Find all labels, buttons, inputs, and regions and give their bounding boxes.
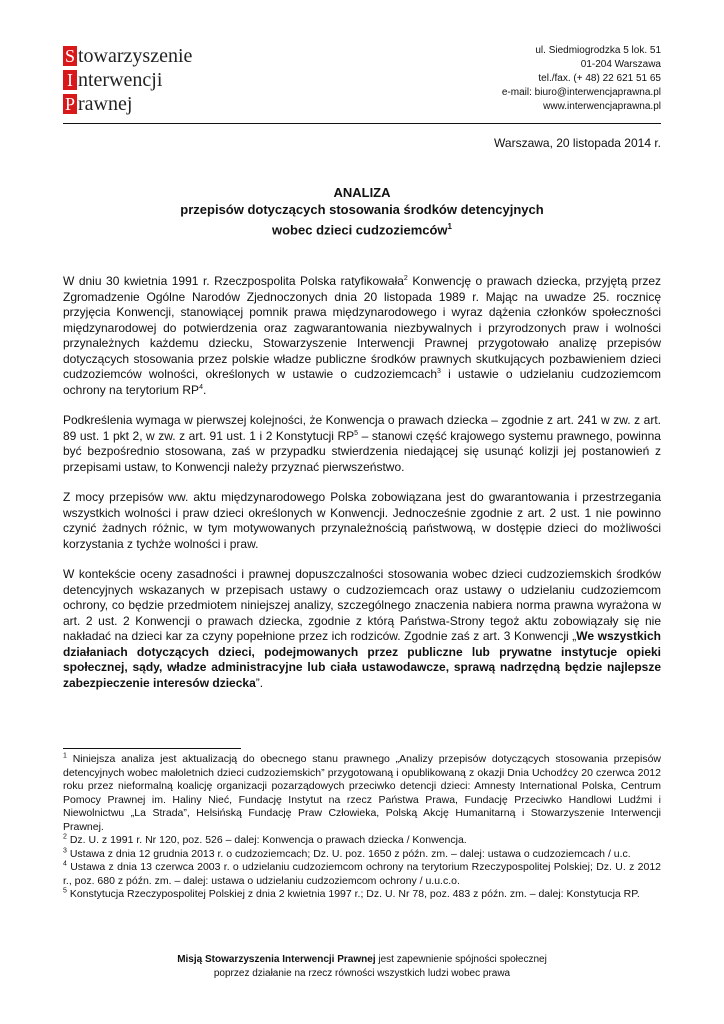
- logo-text-2: nterwencji: [78, 69, 163, 91]
- address-street: ul. Siedmiogrodzka 5 lok. 51: [535, 45, 661, 56]
- paragraph-1-text-b: Konwencję o prawach dziecka, przyjętą przez Zgromadzenie Ogólne Narodów Zjednoczonych dnia 20 listopada 1989 r. Mając na uwadze 25. rocznicę przyjęcia Konwencji, stanowiącej pomnik prawa międzynarodowego i wyraz dążenia członków społeczności międzynarodowej do potwierdzenia oraz zagwarantowania niezbywalnych i przyrodzonych praw i wolności przynależnych każdemu dziecku, Stowarzyszenie Interwencji Prawnej przygotowało analizę przepisów dotyczących stosowania przez polskie władze publiczne środków prawnych skutkujących pozbawieniem dzieci cudzoziemców wolności, określonych w ustawie o cudzoziemcach: [63, 274, 662, 381]
- footnote-4: [63, 861, 661, 888]
- mission-text: jest zapewnienie spójności społecznej: [375, 954, 547, 965]
- logo-initial-s: S: [64, 46, 75, 66]
- title-line-2: przepisów dotyczących stosowania środków detencyjnych: [180, 202, 544, 217]
- mission-bold: Misją Stowarzyszenia Interwencji Prawnej: [177, 954, 376, 965]
- paragraph-2: [63, 413, 661, 475]
- footnote-1: [63, 753, 661, 834]
- paragraph-1-text-c: i ustawie o udzielaniu cudzoziemcom ochrony na terytorium RP: [63, 367, 662, 397]
- document-title: [63, 184, 661, 238]
- title-line-3: [63, 218, 661, 238]
- footnote-number: 4: [63, 860, 67, 868]
- address-city: 01-204 Warszawa: [580, 59, 661, 70]
- footnote-text: Ustawa z dnia 13 czerwca 2003 r. o udzielaniu cudzoziemcom ochrony na terytorium Rzeczypospolitej Polskiej; Dz. U. z 2012 r., poz. 680 z późn. zm. – dalej: ustawa o udzielaniu cudzoziemcom ochrony / u.u.c.o.: [63, 861, 661, 887]
- logo-text-1: towarzyszenie: [78, 45, 193, 67]
- organization-logo: [63, 44, 192, 116]
- mission-line-2: poprzez działanie na rzecz równości wszystkich ludzi wobec prawa: [213, 968, 511, 979]
- footnote-text: Dz. U. z 1991 r. Nr 120, poz. 526 – dalej: Konwencja o prawach dziecka / Konwencja.: [66, 834, 467, 846]
- paragraph-4: [63, 567, 661, 691]
- logo-initial-p: P: [64, 94, 75, 114]
- mission-statement: [63, 953, 661, 981]
- paragraph-2-text-b: – stanowi część krajowego systemu prawnego, powinna być bezpośrednio stosowana, zaś w przypadku stwierdzenia niedającej się usunąć kolizji jej postanowień z przepisami ustaw, to Konwencji należy przyznać pierwszeństwo.: [63, 428, 661, 474]
- mission-line-1: [63, 953, 661, 967]
- address-phone: tel./fax. (+ 48) 22 621 51 65: [538, 73, 661, 84]
- footnote-ref-2[interactable]: 2: [403, 275, 408, 282]
- paragraph-1-text-d: .: [202, 382, 207, 397]
- footnote-text: Ustawa z dnia 12 grudnia 2013 r. o cudzoziemcach; Dz. U. poz. 1650 z późn. zm. – dalej: ustawa o cudzoziemcach / u.c.: [66, 847, 631, 860]
- address-website[interactable]: www.interwencjaprawna.pl: [543, 101, 661, 112]
- paragraph-4-quote: We wszystkich działaniach dotyczących dzieci, podejmowanych przez publiczne lub prywatne instytucje opieki społecznej, sądy, władze administracyjne lub ciała ustawodawcze, sprawą nadrzędną będzie najlepsze zabezpieczenie interesów dziecka: [63, 629, 661, 690]
- paragraph-1: [63, 274, 661, 398]
- header-divider: [63, 123, 661, 124]
- footnote-ref-4[interactable]: 4: [199, 383, 203, 391]
- footnote-5: [63, 888, 661, 902]
- footnote-2: [63, 834, 661, 848]
- footnote-number: 2: [63, 833, 67, 841]
- title-line-1: ANALIZA: [333, 185, 391, 200]
- footnote-number: 3: [63, 847, 67, 854]
- footnote-text: Konstytucja Rzeczypospolitej Polskiej z dnia 2 kwietnia 1997 r.; Dz. U. Nr 78, poz. 483 z późn. zm. – dalej: Konstytucja RP.: [66, 888, 640, 900]
- logo-line-2: [63, 68, 192, 92]
- logo-text-3: rawnej: [78, 93, 133, 115]
- title-line-3-text: wobec dzieci cudzoziemców: [272, 222, 448, 238]
- footnotes: [63, 753, 661, 902]
- footnote-ref-3[interactable]: 3: [437, 368, 441, 375]
- footnote-text: Niniejsza analiza jest aktualizacją do obecnego stanu prawnego „Analizy przepisów dotyczących stosowania przepisów detencyjnych wobec małoletnich dzieci cudzoziemskich” przygotowaną i opublikowaną z okazji Dnia Uchodźcy 20 czerwca 2012 roku przez nieformalną koalicję organizacji pozarządowych przeciwko detencji dzieci: Amnesty International Polska, Centrum Pomocy Prawnej im. Haliny Nieć, Fundację Instytut na rzecz Państwa Prawa, Fundację Przeciwko Handlowi Ludźmi i Niewolnictwu „La Strada”, Helsińską Fundację Praw Człowieka, Polską Akcję Humanitarną i Stowarzyszenie Interwencji Prawnej.: [63, 753, 661, 833]
- footnote-divider: [63, 748, 241, 749]
- paragraph-3: Z mocy przepisów ww. aktu międzynarodowego Polska zobowiązana jest do gwarantowania i przestrzegania wszystkich wolności i praw dzieci określonych w Konwencji. Jednocześnie zgodnie z art. 2 ust. 1 nie powinno czynić żadnych różnic, w tym motywowanych przynależnością państwową, w dostępie dzieci do możliwości korzystania z tychże wolności i praw.: [63, 490, 661, 551]
- paragraph-2-text-a: Podkreślenia wymaga w pierwszej kolejności, że Konwencja o prawach dziecka – zgodnie z art. 241 w zw. z art. 89 ust. 1 pkt 2, w zw. z art. 91 ust. 1 i 2 Konstytucji RP: [63, 413, 661, 443]
- footnote-number: 1: [63, 752, 67, 760]
- document-body: [63, 274, 661, 706]
- address-email[interactable]: e-mail: biuro@interwencjaprawna.pl: [501, 87, 661, 98]
- paragraph-4-text-a: W kontekście oceny zasadności i prawnej dopuszczalności stosowania wobec dzieci cudzoziemskich środków detencyjnych wskazanych w przepisach ustawy o cudzoziemcach oraz ustawy o udzielaniu cudzoziemcom ochrony, co będzie przedmiotem niniejszej analizy, szczególnego znaczenia nabiera norma prawna wyrażona w art. 2 ust. 2 Konwencji o prawach dziecka, zgodnie z którą Państwa-Strony tegoż aktu zobowiązały się nie nakładać na dzieci kar za czyny popełnione przez ich rodziców. Zgodnie zaś z art. 3 Konwencji „: [63, 567, 661, 643]
- footnote-number: 5: [63, 887, 67, 895]
- paragraph-4-text-b: ”.: [255, 675, 264, 690]
- paragraph-1-text-a: W dniu 30 kwietnia 1991 r. Rzeczpospolita Polska ratyfikowała: [63, 274, 404, 288]
- logo-line-3: [63, 92, 192, 116]
- footnote-3: [63, 848, 661, 862]
- footnote-ref-5[interactable]: 5: [354, 429, 359, 437]
- logo-line-1: [63, 44, 192, 68]
- address-block: [502, 44, 661, 114]
- document-date: Warszawa, 20 listopada 2014 r.: [494, 136, 661, 150]
- logo-initial-i: I: [63, 70, 77, 90]
- footnote-ref-1[interactable]: 1: [447, 222, 452, 231]
